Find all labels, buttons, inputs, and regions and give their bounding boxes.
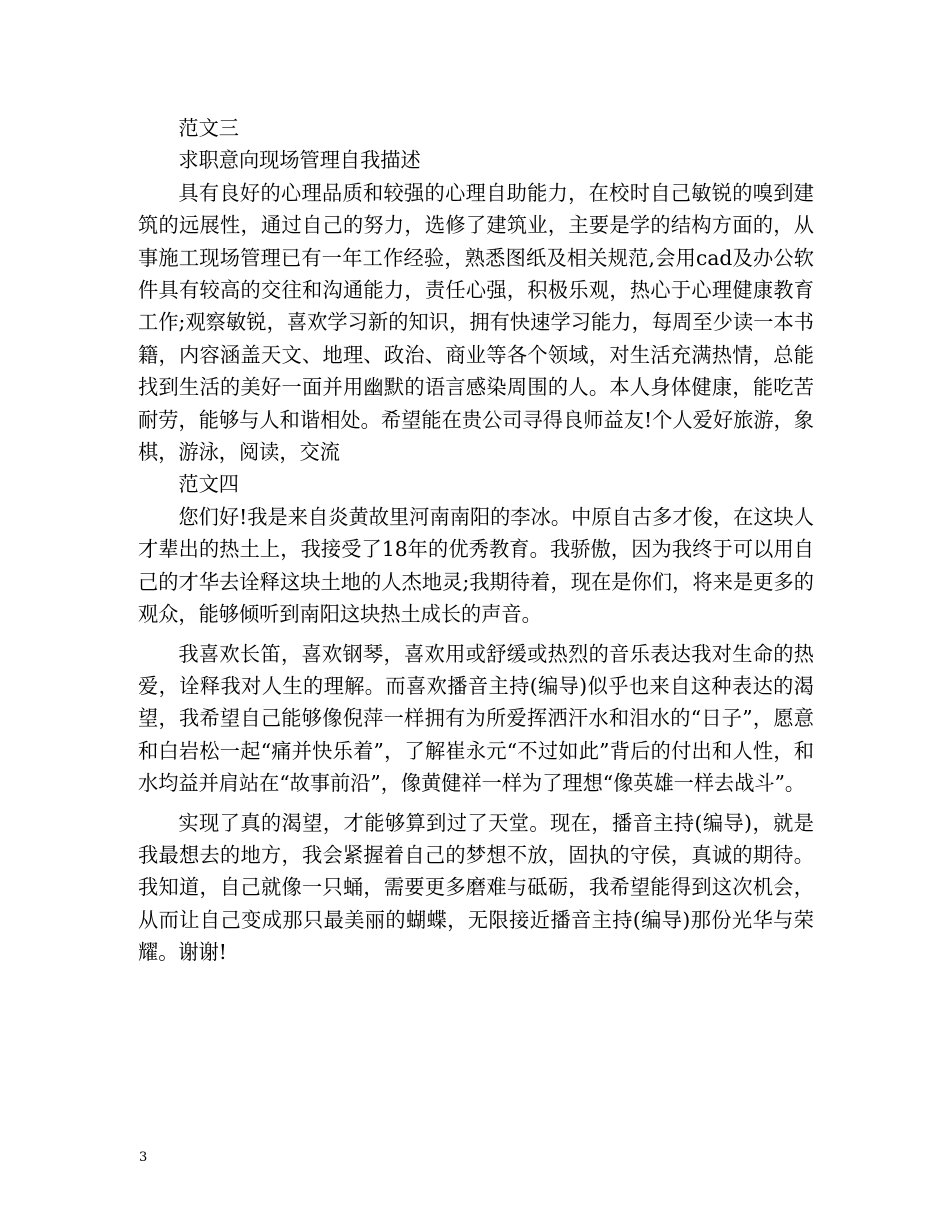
paragraph-introduction: 您们好!我是来自炎黄故里河南南阳的李冰。中原自古多才俊，在这块人才辈出的热土上，我接受了18年的优秀教育。我骄傲，因为我终于可以用自己的才华去诠释这块土地的人杰地灵;我期待着，现在是你们，将来是更多的观众，能够倾听到南阳这块热土成长的声音。	[138, 504, 814, 627]
section-heading-sample-3: 范文三	[178, 116, 239, 140]
document-body	[138, 112, 814, 969]
section-subheading-self-description: 求职意向现场管理自我描述	[178, 148, 421, 173]
page-number: 3	[139, 1150, 148, 1165]
section-heading-sample-4: 范文四	[178, 472, 239, 497]
paragraph-hobbies: 我喜欢长笛，喜欢钢琴，喜欢用或舒缓或热烈的音乐表达我对生命的热爱，诠释我对人生的理解。而喜欢播音主持(编导)似乎也来自这种表达的渴望，我希望自己能够像倪萍一样拥有为所爱挥洒汗水和泪水的“日子”，愿意和白岩松一起“痛并快乐着”，了解崔永元“不过如此”背后的付出和人性，和水均益并肩站在“故事前沿”，像黄健祥一样为了理想“像英雄一样去战斗”。	[138, 641, 814, 796]
paragraph-closing: 实现了真的渴望，才能够算到过了天堂。现在，播音主持(编导)，就是我最想去的地方，我会紧握着自己的梦想不放，固执的守侯，真诚的期待。我知道，自己就像一只蛹，需要更多磨难与砥砺，我希望能得到这次机会，从而让自己变成那只最美丽的蝴蝶，无限接近播音主持(编导)那份光华与荣耀。谢谢!	[138, 810, 814, 965]
paragraph-self-description: 具有良好的心理品质和较强的心理自助能力，在校时自己敏锐的嗅到建筑的远展性，通过自己的努力，选修了建筑业，主要是学的结构方面的，从事施工现场管理已有一年工作经验，熟悉图纸及相关规范,会用cad及办公软件具有较高的交往和沟通能力，责任心强，积极乐观，热心于心理健康教育工作;观察敏锐，喜欢学习新的知识，拥有快速学习能力，每周至少读一本书籍，内容涵盖天文、地理、政治、商业等各个领域，对生活充满热情，总能找到生活的美好一面并用幽默的语言感染周围的人。本人身体健康，能吃苦耐劳，能够与人和谐相处。希望能在贵公司寻得良师益友!个人爱好旅游，象棋，游泳，阅读，交流	[138, 180, 814, 465]
